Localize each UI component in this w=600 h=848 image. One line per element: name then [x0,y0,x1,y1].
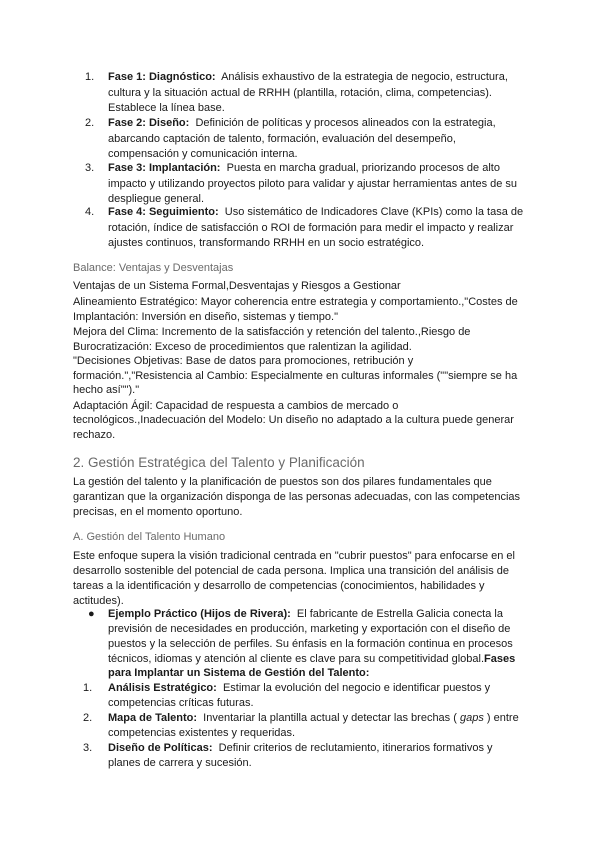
step-2-line-1: Mapa de Talento: Inventariar la plantilla actual y detectar las brechas ( gaps ) entre [108,712,519,724]
balance-line: Adaptación Ágil: Capacidad de respuesta a cambios de mercado o [73,400,399,412]
section-a-line: actitudes). [73,595,124,607]
balance-line: rechazo. [73,429,116,441]
phase-1-line-1: Fase 1: Diagnóstico: Análisis exhaustivo de la estrategia de negocio, estructura, [108,71,508,83]
example-line-5: para Implantar un Sistema de Gestión del Talento: [108,667,370,679]
example-line-2: previsión de necesidades en producción, marketing y exportación con el diseño de [108,623,511,635]
phase-number: 3. [85,162,95,174]
step-1-line-1: Análisis Estratégico: Estimar la evolución del negocio e identificar puestos y [108,682,491,694]
phase-4-line-1: Fase 4: Seguimiento: Uso sistemático de Indicadores Clave (KPIs) como la tasa de [108,206,524,218]
step-number: 3. [83,742,93,754]
phase-2-line-3: compensación y comunicación interna. [108,148,298,160]
step-number: 2. [83,712,93,724]
phase-3-label: Fase 3: Implantación: [108,162,221,174]
phase-2-label: Fase 2: Diseño: [108,117,190,129]
phase-number: 1. [85,71,95,83]
phase-number: 4. [85,206,95,218]
example-line-4: técnicos, idiomas y atención al cliente es clave para su competitividad global.Fases [108,653,516,665]
section-2-line: garantizan que la organización disponga de las personas adecuadas, con las competencias [73,491,521,503]
phase-3-line-1: Fase 3: Implantación: Puesta en marcha gradual, priorizando procesos de alto [108,162,500,174]
step-2-line-2: competencias existentes y requeridas. [108,727,296,739]
balance-line: Burocratización: Exceso de procedimientos que ralentizan la agilidad. [73,341,412,353]
phase-1-line-2: cultura y la situación actual de RRHH (plantilla, rotación, clima, competencias). [108,87,492,99]
phase-1-line-3: Establece la línea base. [108,102,225,114]
balance-line: hecho así"")." [73,384,140,396]
balance-line: Implantación: Inversión en diseño, sistemas y tiempo." [73,311,338,323]
step-1-line-2: competencias críticas futuras. [108,697,254,709]
section-2-line: La gestión del talento y la planificación de puestos son dos pilares fundamentales que [73,476,492,488]
balance-line: Ventajas de un Sistema Formal,Desventajas y Riesgos a Gestionar [73,280,401,292]
balance-line: "Decisiones Objetivas: Base de datos para promociones, retribución y [73,355,414,367]
section-2-heading: 2. Gestión Estratégica del Talento y Planificación [73,455,365,470]
section-a-line: tareas a la identificación y desarrollo de competencias (conocimientos, habilidades y [73,580,485,592]
phase-4-line-3: ajustes continuos, transformando RRHH en un socio estratégico. [108,237,425,249]
section-2-line: precisas, en el momento oportuno. [73,506,243,518]
example-label: Ejemplo Práctico (Hijos de Rivera): [108,608,291,620]
balance-line: tecnológicos.,Inadecuación del Modelo: Un diseño no adaptado a la cultura puede generar [73,414,514,426]
balance-line: Alineamiento Estratégico: Mayor coherencia entre estrategia y comportamiento.,"Costes de [73,296,518,308]
phase-3-line-2: impacto y utilizando proyectos piloto para validar y ajustar herramientas antes de su [108,178,518,190]
section-a-heading: A. Gestión del Talento Humano [73,531,226,543]
step-number: 1. [83,682,93,694]
phase-2-line-1: Fase 2: Diseño: Definición de políticas y procesos alineados con la estrategia, [108,117,496,129]
balance-line: formación.","Resistencia al Cambio: Especialmente en culturas informales (""siempre se ha [73,370,518,382]
balance-line: Mejora del Clima: Incremento de la satisfacción y retención del talento.,Riesgo de [73,326,471,338]
phase-2-line-2: abarcando captación de talento, formación, evaluación del desempeño, [108,133,456,145]
example-line-1: Ejemplo Práctico (Hijos de Rivera): El fabricante de Estrella Galicia conecta la [108,608,503,620]
section-a-line: Este enfoque supera la visión tradicional centrada en "cubrir puestos" para enfocarse en el [73,550,515,562]
balance-heading: Balance: Ventajas y Desventajas [73,262,234,274]
section-a-line: desarrollo sostenible del potencial de cada persona. Implica una transición del análisis de [73,565,509,577]
step-3-line-1: Diseño de Políticas: Definir criterios de reclutamiento, itinerarios formativos y [108,742,493,754]
example-line-3: puestos y la selección de perfiles. Su énfasis en la formación continua en procesos [108,638,513,650]
phase-1-label: Fase 1: Diagnóstico: [108,71,216,83]
phase-number: 2. [85,117,95,129]
step-3-line-2: planes de carrera y sucesión. [108,757,252,769]
phase-4-label: Fase 4: Seguimiento: [108,206,219,218]
phase-3-line-3: despliegue general. [108,193,205,205]
phase-4-line-2: rotación, índice de satisfacción o ROI de formación para medir el impacto y realizar [108,222,514,234]
bullet-icon: ● [88,608,95,620]
